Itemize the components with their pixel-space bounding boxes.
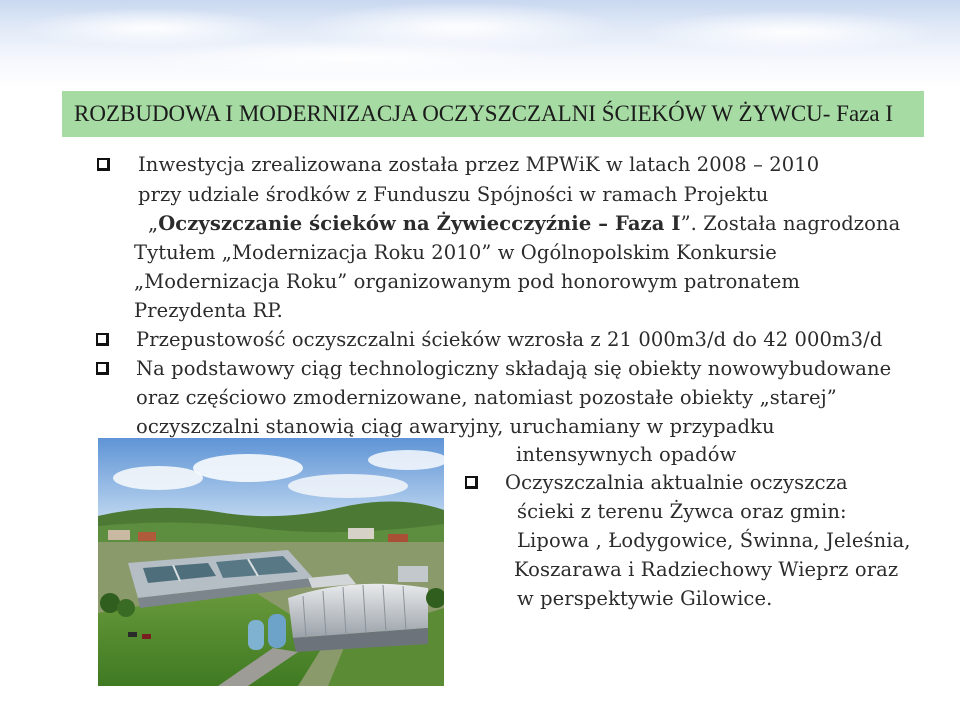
checkbox-bullet-icon [97,158,110,171]
bullet3-line3: oczyszczalni stanowią ciąg awaryjny, uruchamiany w przypadku [136,415,775,438]
bullet4-line4: Koszarawa i Radziechowy Wieprz oraz [514,558,899,581]
bullet3-line1: Na podstawowy ciąg technologiczny składają się obiekty nowowybudowane [136,357,892,380]
bullet1-line4: Tytułem „Modernizacja Roku 2010” w Ogólnopolskim Konkursie [134,241,777,264]
bullet4-line1: Oczyszczalnia aktualnie oczyszcza [505,471,848,494]
bullet1-line3 [148,212,900,235]
bullet1-open-quote: „ [148,212,159,235]
bullet4-line2: ścieki z terenu Żywca oraz gmin: [517,500,847,523]
title-bar [62,91,924,137]
bullet3-line4: intensywnych opadów [516,443,737,466]
checkbox-bullet-icon [465,476,478,489]
bullet1-line2: przy udziale środków z Funduszu Spójności w ramach Projektu [138,183,769,206]
checkbox-bullet-icon [96,333,109,346]
bullet3-line2: oraz częściowo zmodernizowane, natomiast pozostałe obiekty „starej” [136,386,837,409]
checkbox-bullet-icon [96,362,109,375]
bullet1-line5: „Modernizacja Roku” organizowanym pod honorowym patronatem [134,270,800,293]
sky-header-banner [0,0,960,88]
bullet2-line1: Przepustowość oczyszczalni ścieków wzrosła z 21 000m3/d do 42 000m3/d [136,328,883,351]
bullet1-line6: Prezydenta RP. [134,299,283,322]
bullet4-line3: Lipowa , Łodygowice, Świnna, Jeleśnia, [517,529,911,552]
treatment-plant-aerial-photo [98,438,444,686]
bullet1-line1: Inwestycja zrealizowana została przez MPWiK w latach 2008 – 2010 [138,153,820,176]
bullet4-line5: w perspektywie Gilowice. [517,587,773,610]
project-name: Oczyszczanie ścieków na Żywiecczyźnie – Faza I [158,212,681,235]
slide-title: ROZBUDOWA I MODERNIZACJA OCZYSZCZALNI ŚCIEKÓW W ŻYWCU- Faza I [74,101,894,126]
bullet1-line3-rest: ”. Została nagrodzona [680,212,901,235]
